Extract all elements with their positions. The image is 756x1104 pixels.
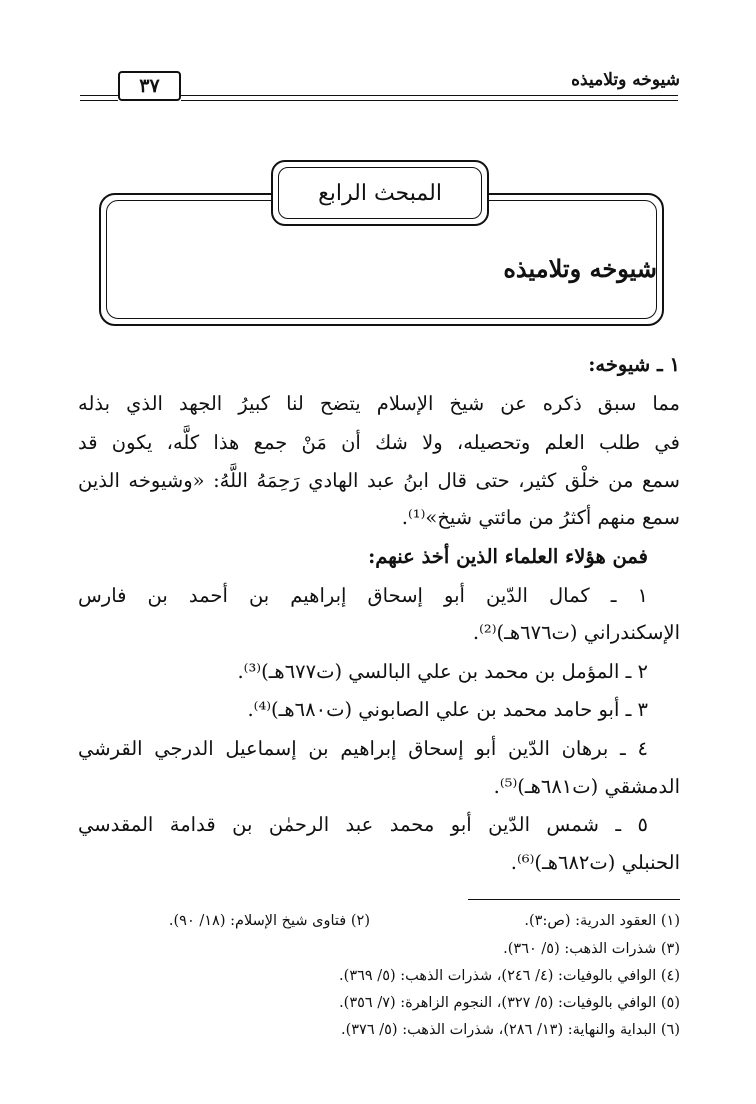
footnote-5 <box>339 995 680 1011</box>
footnote-number: (٥) <box>660 995 680 1011</box>
subsection-heading: ١ ـ شيوخه: <box>588 353 680 376</box>
list-item-line: الحنبلي (ت٦٨٢هـ)⁽⁶⁾. <box>510 851 680 874</box>
section-label: المبحث الرابع <box>318 180 442 206</box>
list-intro: فمن هؤلاء العلماء الذين أخذ عنهم: <box>368 545 648 568</box>
footnote-text: فتاوى شيخ الإسلام: (١٨/ ٩٠). <box>168 913 347 929</box>
paragraph-line: مما سبق ذكره عن شيخ الإسلام يتضح لنا كبيرُ الجهد الذي بذله <box>78 392 680 415</box>
running-title: شيوخه وتلاميذه <box>571 70 680 90</box>
header-rule-left-2 <box>80 100 118 101</box>
footnote-number: (٦) <box>660 1022 680 1038</box>
paragraph-line: سمع منهم أكثرُ من مائتي شيخ»⁽¹⁾. <box>401 506 680 529</box>
footnote-4 <box>339 968 680 984</box>
list-item-line: ٤ ـ برهان الدّين أبو إسحاق إبراهيم بن إسماعيل الدرجي القرشي <box>78 737 648 760</box>
footnote-text: شذرات الذهب: (٥/ ٣٦٠). <box>503 941 657 957</box>
section-label-box <box>271 160 489 226</box>
paragraph-line: في طلب العلم وتحصيله، ولا شك أن مَنْ جمع هذا كلَّه، يكون قد <box>78 431 680 454</box>
header-rule-right-2 <box>181 100 678 101</box>
page-number-text: ٣٧ <box>139 75 160 97</box>
footnote-text: الوافي بالوفيات: (٥/ ٣٢٧)، النجوم الزاهرة: (٧/ ٣٥٦). <box>339 995 657 1011</box>
footnote-text: العقود الدرية: (ص:٣). <box>524 913 657 929</box>
list-item-line: الدمشقي (ت٦٨١هـ)⁽⁵⁾. <box>493 775 680 798</box>
header-rule-right <box>181 95 678 96</box>
list-item-line: ١ ـ كمال الدّين أبو إسحاق إبراهيم بن أحمد بن فارس <box>78 584 648 607</box>
footnote-number: (١) <box>660 913 680 929</box>
list-item-line: الإسكندراني (ت٦٧٦هـ)⁽²⁾. <box>472 621 680 644</box>
footnote-number: (٤) <box>660 968 680 984</box>
page-number <box>118 71 181 101</box>
list-item-line: ٣ ـ أبو حامد محمد بن علي الصابوني (ت٦٨٠هـ)⁽⁴⁾. <box>247 698 648 721</box>
list-item-line: ٥ ـ شمس الدّين أبو محمد عبد الرحمٰن بن قدامة المقدسي <box>78 813 648 836</box>
footnote-1 <box>524 913 680 929</box>
footnote-text: البداية والنهاية: (١٣/ ٢٨٦)، شذرات الذهب: (٥/ ٣٧٦). <box>340 1022 657 1038</box>
footnote-text: الوافي بالوفيات: (٤/ ٢٤٦)، شذرات الذهب: (٥/ ٣٦٩). <box>339 968 657 984</box>
footnote-number: (٣) <box>660 941 680 957</box>
footnote-2 <box>169 913 370 929</box>
paragraph-line: سمع من خلْق كثير، حتى قال ابنُ عبد الهادي رَحِمَهُ اللَّهُ: «وشيوخه الذين <box>78 469 680 492</box>
footnote-separator <box>468 899 680 900</box>
list-item-line: ٢ ـ المؤمل بن محمد بن علي البالسي (ت٦٧٧هـ)⁽³⁾. <box>237 660 648 683</box>
header-rule-left <box>80 95 118 96</box>
footnote-number: (٢) <box>350 913 370 929</box>
footnote-3 <box>503 941 680 957</box>
footnote-6 <box>341 1022 680 1038</box>
section-title: شيوخه وتلاميذه <box>503 254 657 283</box>
